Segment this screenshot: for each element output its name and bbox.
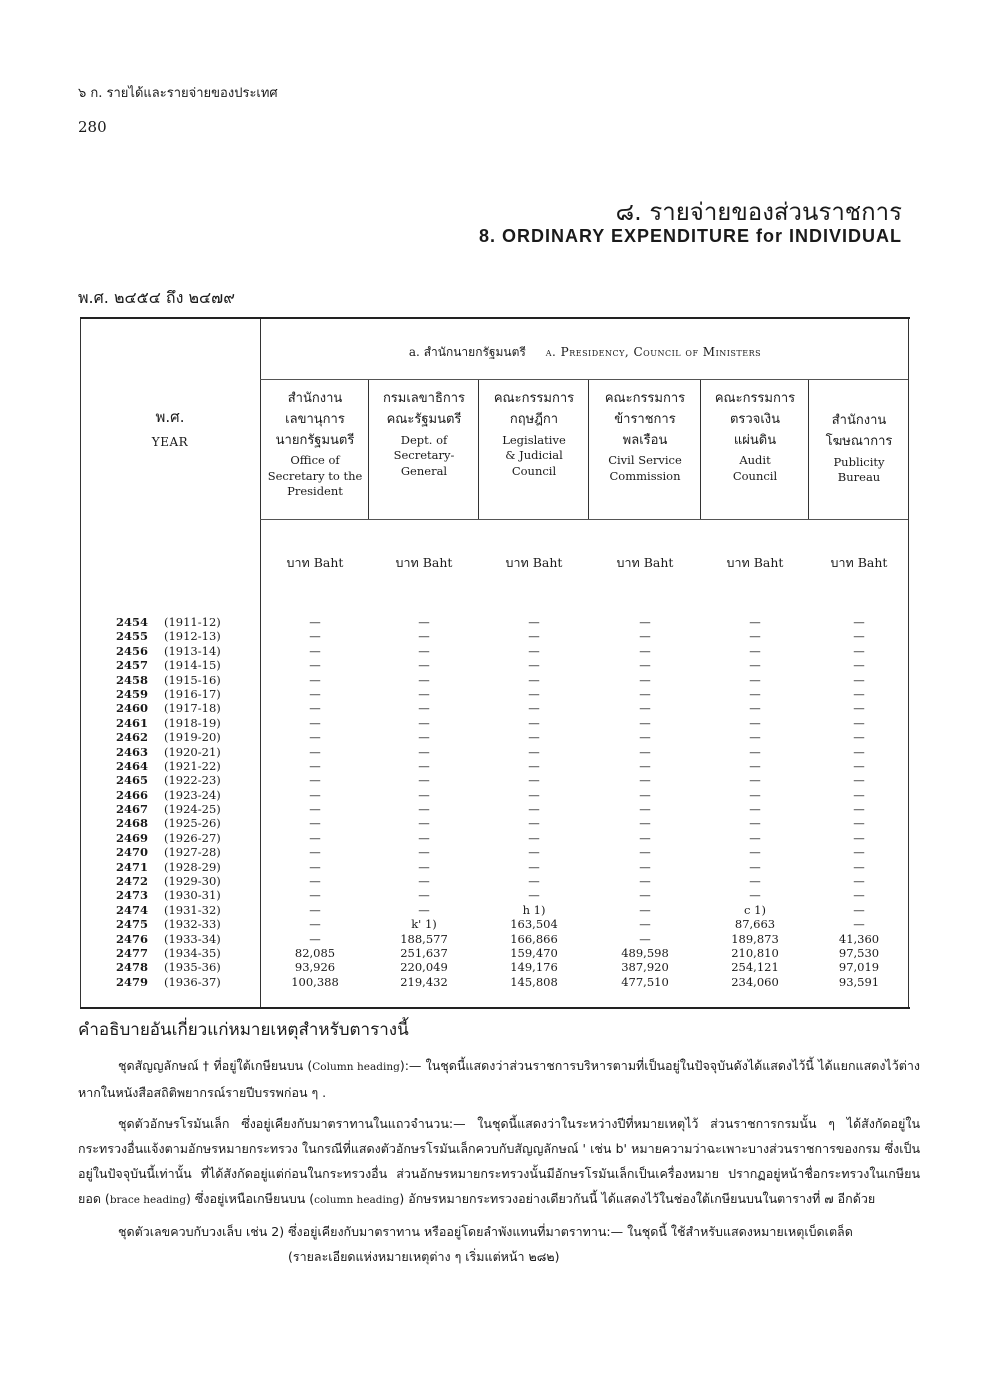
section-heading-english: a. Presidency, Council of Ministers xyxy=(545,345,762,359)
table-cell: — xyxy=(528,816,540,831)
table-cell: — xyxy=(418,816,430,831)
notes-section xyxy=(78,1016,920,1275)
column-divider xyxy=(808,379,809,519)
table-cell: — xyxy=(528,629,540,644)
table-cell: — xyxy=(749,802,761,817)
table-row xyxy=(80,701,910,715)
table-row xyxy=(80,730,910,744)
table-cell: — xyxy=(418,845,430,860)
table-row xyxy=(80,917,910,931)
table-cell: — xyxy=(749,730,761,745)
table-row xyxy=(80,788,910,802)
table-cell: — xyxy=(309,773,321,788)
table-cell: — xyxy=(528,859,540,874)
table-cell: 189,873 xyxy=(731,931,779,946)
table-cell: — xyxy=(528,845,540,860)
table-cell: — xyxy=(528,874,540,889)
year-heading-thai: พ.ศ. xyxy=(155,408,185,426)
table-cell: — xyxy=(749,874,761,889)
year-gregorian: (1926-27) xyxy=(164,830,221,845)
table-cell: c 1) xyxy=(744,902,766,917)
year-heading xyxy=(80,405,260,449)
year-gregorian: (1922-23) xyxy=(164,773,221,788)
table-cell: — xyxy=(309,758,321,773)
table-cell: — xyxy=(853,816,865,831)
column-divider xyxy=(700,379,701,519)
table-cell: — xyxy=(853,802,865,817)
table-row xyxy=(80,644,910,658)
table-cell: — xyxy=(853,643,865,658)
table-cell: — xyxy=(528,758,540,773)
table-cell: — xyxy=(639,859,651,874)
table-cell: — xyxy=(418,701,430,716)
year-gregorian: (1931-32) xyxy=(164,902,221,917)
table-cell: 97,530 xyxy=(838,945,880,960)
year-gregorian: (1923-24) xyxy=(164,787,221,802)
year-buddhist-era: 2461 xyxy=(116,715,149,730)
table-cell: — xyxy=(418,744,430,759)
table-cell: — xyxy=(853,845,865,860)
table-cell: — xyxy=(418,758,430,773)
column-heading-publicity-bureau xyxy=(810,411,908,486)
table-cell: — xyxy=(749,686,761,701)
year-buddhist-era: 2465 xyxy=(116,773,149,788)
note-term: Column heading xyxy=(312,1061,400,1073)
table-cell: 82,085 xyxy=(294,945,336,960)
year-buddhist-era: 2454 xyxy=(116,615,149,629)
unit-label: บาท Baht xyxy=(726,555,784,570)
year-buddhist-era: 2466 xyxy=(116,787,149,802)
table-cell: — xyxy=(309,701,321,716)
table-cell: — xyxy=(749,888,761,903)
table-cell: — xyxy=(639,701,651,716)
table-cell: — xyxy=(749,830,761,845)
table-cell: — xyxy=(749,615,761,629)
year-gregorian: (1919-20) xyxy=(164,730,221,745)
table-cell: — xyxy=(309,715,321,730)
year-buddhist-era: 2463 xyxy=(116,744,149,759)
table-cell: — xyxy=(639,830,651,845)
table-cell: 234,060 xyxy=(731,974,779,989)
table-cell: 166,866 xyxy=(510,931,558,946)
table-body xyxy=(80,615,910,989)
table-cell: — xyxy=(309,902,321,917)
year-buddhist-era: 2459 xyxy=(116,686,149,701)
notes-title: คำอธิบายอันเกี่ยวแก่หมายเหตุสำหรับตารางนี้ xyxy=(78,1020,409,1040)
year-gregorian: (1915-16) xyxy=(164,672,221,687)
year-gregorian: (1914-15) xyxy=(164,658,221,673)
year-gregorian: (1932-33) xyxy=(164,917,221,932)
table-cell: — xyxy=(528,773,540,788)
year-buddhist-era: 2474 xyxy=(116,902,149,917)
table-cell: — xyxy=(418,888,430,903)
table-cell: — xyxy=(528,730,540,745)
year-buddhist-era: 2464 xyxy=(116,758,149,773)
note-text: ชุดตัวเลขควบกับวงเล็บ เช่น 2) ซึ่งอยู่เคียงกับมาตราทาน หรืออยู่โดยลำพังแทนที่มาตราทาน:— ในชุดนี้ ใช้สำหรับแสดงหมายเหตุเบ็ดเตล็ด xyxy=(118,1224,853,1239)
table-cell: — xyxy=(749,672,761,687)
table-cell: — xyxy=(749,701,761,716)
table-cell: 93,591 xyxy=(838,974,880,989)
year-gregorian: (1916-17) xyxy=(164,686,221,701)
table-cell: 219,432 xyxy=(400,974,448,989)
table-cell: — xyxy=(418,874,430,889)
column-heading-thai: สำนักงาน โฆษณาการ xyxy=(825,413,893,449)
table-row xyxy=(80,802,910,816)
table-cell: — xyxy=(853,615,865,629)
section-heading-thai: a. สำนักนายกรัฐมนตรี xyxy=(408,345,526,359)
table-cell: 251,637 xyxy=(400,945,448,960)
table-cell: — xyxy=(749,758,761,773)
table-row xyxy=(80,874,910,888)
table-cell: — xyxy=(528,744,540,759)
table-cell: — xyxy=(853,902,865,917)
table-row xyxy=(80,831,910,845)
year-buddhist-era: 2476 xyxy=(116,931,149,946)
column-heading-english: Publicity Bureau xyxy=(833,454,885,485)
table-cell: — xyxy=(749,629,761,644)
table-cell: — xyxy=(853,730,865,745)
year-gregorian: (1917-18) xyxy=(164,701,221,716)
table-row xyxy=(80,658,910,672)
table-cell: — xyxy=(309,615,321,629)
year-buddhist-era: 2472 xyxy=(116,874,149,889)
note-paragraph xyxy=(78,1053,920,1105)
table-cell: — xyxy=(749,859,761,874)
table-row xyxy=(80,860,910,874)
table-cell: — xyxy=(528,643,540,658)
column-divider xyxy=(478,379,479,519)
year-gregorian: (1911-12) xyxy=(164,615,221,629)
table-cell: — xyxy=(309,874,321,889)
table-cell: — xyxy=(639,773,651,788)
table-row xyxy=(80,932,910,946)
table-cell: — xyxy=(749,816,761,831)
table-cell: — xyxy=(309,744,321,759)
table-cell: — xyxy=(639,643,651,658)
table-cell: — xyxy=(639,917,651,932)
table-cell: — xyxy=(853,715,865,730)
column-heading-thai: คณะกรรมการ ข้าราชการ พลเรือน xyxy=(604,391,686,448)
table-cell: — xyxy=(528,802,540,817)
year-buddhist-era: 2470 xyxy=(116,845,149,860)
year-gregorian: (1928-29) xyxy=(164,859,221,874)
note-paragraph xyxy=(78,1111,920,1213)
table-row xyxy=(80,629,910,643)
year-gregorian: (1930-31) xyxy=(164,888,221,903)
year-buddhist-era: 2473 xyxy=(116,888,149,903)
expenditure-table xyxy=(80,317,910,1009)
unit-label: บาท Baht xyxy=(616,555,674,570)
year-gregorian: (1927-28) xyxy=(164,845,221,860)
table-cell: 97,019 xyxy=(838,960,880,975)
table-cell: — xyxy=(853,629,865,644)
table-cell: — xyxy=(749,658,761,673)
year-heading-english: YEAR xyxy=(151,435,189,449)
year-buddhist-era: 2475 xyxy=(116,917,149,932)
year-gregorian: (1935-36) xyxy=(164,960,221,975)
section-heading xyxy=(260,343,910,362)
year-buddhist-era: 2467 xyxy=(116,802,149,817)
column-heading-thai: กรมเลขาธิการ คณะรัฐมนตรี xyxy=(382,391,466,427)
table-cell: — xyxy=(639,845,651,860)
note-text: ) อักษรหมายกระทรวงอย่างเดียวกันนี้ ได้แสดงไว้ในช่องใต้เกษียนบนในตารางที่ ๗ อีกด้วย xyxy=(399,1191,876,1206)
table-cell: 100,388 xyxy=(291,974,339,989)
column-heading-legislative-council xyxy=(480,389,588,479)
table-cell: — xyxy=(853,672,865,687)
page-number: 280 xyxy=(78,118,107,136)
table-cell: — xyxy=(853,874,865,889)
table-cell: — xyxy=(528,615,540,629)
table-cell: — xyxy=(853,686,865,701)
year-gregorian: (1913-14) xyxy=(164,643,221,658)
table-cell: — xyxy=(639,686,651,701)
column-heading-rule xyxy=(260,519,908,520)
table-cell: — xyxy=(853,744,865,759)
table-cell: — xyxy=(309,787,321,802)
table-cell: — xyxy=(639,615,651,629)
table-cell: — xyxy=(309,859,321,874)
year-buddhist-era: 2458 xyxy=(116,672,149,687)
note-term: brace heading xyxy=(109,1194,187,1206)
table-cell: 41,360 xyxy=(838,931,880,946)
table-cell: — xyxy=(639,902,651,917)
table-cell: h 1) xyxy=(522,902,546,917)
table-cell: 387,920 xyxy=(621,960,669,975)
table-cell: — xyxy=(853,787,865,802)
table-cell: — xyxy=(749,643,761,658)
table-cell: — xyxy=(418,615,430,629)
table-cell: — xyxy=(853,830,865,845)
table-cell: — xyxy=(639,874,651,889)
table-cell: — xyxy=(853,773,865,788)
table-cell: 87,663 xyxy=(734,917,776,932)
table-cell: 477,510 xyxy=(621,974,669,989)
table-cell: 145,808 xyxy=(510,974,558,989)
table-cell: — xyxy=(418,787,430,802)
year-buddhist-era: 2478 xyxy=(116,960,149,975)
table-row xyxy=(80,960,910,974)
column-divider xyxy=(368,379,369,519)
table-cell: — xyxy=(853,917,865,932)
year-gregorian: (1918-19) xyxy=(164,715,221,730)
table-cell: — xyxy=(853,701,865,716)
year-buddhist-era: 2460 xyxy=(116,701,149,716)
table-cell: — xyxy=(639,802,651,817)
table-cell: — xyxy=(309,845,321,860)
table-cell: — xyxy=(853,758,865,773)
table-cell: — xyxy=(528,715,540,730)
note-term: column heading xyxy=(314,1194,400,1206)
table-cell: 254,121 xyxy=(731,960,779,975)
note-text: ชุดสัญญลักษณ์ † ที่อยู่ใต้เกษียนบน ( xyxy=(118,1058,313,1073)
table-cell: — xyxy=(853,859,865,874)
column-heading-secretary-general xyxy=(370,389,478,479)
table-row xyxy=(80,716,910,730)
year-buddhist-era: 2479 xyxy=(116,974,149,989)
table-cell: — xyxy=(528,686,540,701)
unit-label: บาท Baht xyxy=(505,555,563,570)
table-cell: — xyxy=(418,730,430,745)
table-cell: — xyxy=(528,672,540,687)
year-gregorian: (1934-35) xyxy=(164,945,221,960)
table-cell: — xyxy=(639,787,651,802)
table-cell: 93,926 xyxy=(294,960,336,975)
table-cell: — xyxy=(418,859,430,874)
note-reference: (รายละเอียดแห่งหมายเหตุต่าง ๆ เริ่มแต่หน้า ๒๘๒) xyxy=(288,1249,560,1264)
table-cell: 149,176 xyxy=(510,960,558,975)
table-cell: — xyxy=(528,787,540,802)
table-cell: — xyxy=(418,715,430,730)
column-heading-audit-council xyxy=(702,389,808,484)
note-paragraph xyxy=(78,1219,920,1269)
table-cell: — xyxy=(749,715,761,730)
table-cell: — xyxy=(639,629,651,644)
column-heading-thai: สำนักงาน เลขานุการ นายกรัฐมนตรี xyxy=(275,391,355,448)
table-cell: — xyxy=(309,629,321,644)
table-cell: — xyxy=(418,629,430,644)
table-cell: — xyxy=(309,931,321,946)
title-thai: ๘. รายจ่ายของส่วนราชการ xyxy=(615,198,902,226)
table-cell: k' 1) xyxy=(411,917,437,932)
table-cell: — xyxy=(309,730,321,745)
table-cell: — xyxy=(418,830,430,845)
table-row xyxy=(80,975,910,989)
table-cell: — xyxy=(639,816,651,831)
table-row xyxy=(80,773,910,787)
table-row xyxy=(80,615,910,629)
column-heading-thai: คณะกรรมการ ตรวจเงิน แผ่นดิน xyxy=(714,391,796,448)
table-cell: — xyxy=(309,643,321,658)
table-cell: — xyxy=(309,888,321,903)
column-heading-office-secretary xyxy=(262,389,368,500)
year-buddhist-era: 2471 xyxy=(116,859,149,874)
table-cell: — xyxy=(309,658,321,673)
table-cell: — xyxy=(749,845,761,860)
table-row xyxy=(80,845,910,859)
table-cell: — xyxy=(853,658,865,673)
column-heading-english: Dept. of Secretary- General xyxy=(393,432,455,478)
table-cell: — xyxy=(309,816,321,831)
year-buddhist-era: 2469 xyxy=(116,830,149,845)
table-cell: — xyxy=(528,701,540,716)
table-cell: 188,577 xyxy=(400,931,448,946)
table-cell: — xyxy=(528,830,540,845)
table-cell: — xyxy=(418,802,430,817)
table-cell: — xyxy=(309,672,321,687)
table-cell: 210,810 xyxy=(731,945,779,960)
table-row xyxy=(80,888,910,902)
year-gregorian: (1925-26) xyxy=(164,816,221,831)
table-cell: — xyxy=(418,902,430,917)
column-heading-english: Civil Service Commission xyxy=(608,453,682,483)
year-buddhist-era: 2455 xyxy=(116,629,149,644)
table-cell: — xyxy=(639,888,651,903)
note-text: ):— ในชุดนี้แสดงว่าส่วนราชการบริหารตามที่เป็นอยู่ในปัจจุบันดังได้แสดงไว้นี้ ได้แยกแสดงไว้ต่างหากในหนังสือสถิติพยากรณ์รายปีบรรพก่อน ๆ . xyxy=(78,1058,920,1100)
table-cell: — xyxy=(309,830,321,845)
table-row xyxy=(80,687,910,701)
table-cell: — xyxy=(418,643,430,658)
table-row xyxy=(80,903,910,917)
year-gregorian: (1929-30) xyxy=(164,874,221,889)
period-label: พ.ศ. ๒๔๕๔ ถึง ๒๔๗๙ xyxy=(78,288,235,307)
note-text: ) ซึ่งอยู่เหนือเกษียนบน ( xyxy=(186,1191,315,1206)
table-cell: — xyxy=(639,931,651,946)
table-row xyxy=(80,745,910,759)
table-cell: 489,598 xyxy=(621,945,669,960)
column-divider xyxy=(588,379,589,519)
column-heading-english: Audit Council xyxy=(732,453,778,483)
running-header: ๖ ก. รายได้และรายจ่ายของประเทศ xyxy=(78,86,278,101)
table-cell: — xyxy=(639,758,651,773)
unit-label: บาท Baht xyxy=(830,555,888,570)
unit-label: บาท Baht xyxy=(395,555,453,570)
title-english: 8. ORDINARY EXPENDITURE for INDIVIDUAL xyxy=(478,226,902,246)
table-cell: — xyxy=(309,917,321,932)
year-gregorian: (1912-13) xyxy=(164,629,221,644)
year-gregorian: (1924-25) xyxy=(164,802,221,817)
table-cell: — xyxy=(639,730,651,745)
table-cell: — xyxy=(639,658,651,673)
year-buddhist-era: 2468 xyxy=(116,816,149,831)
table-row xyxy=(80,673,910,687)
table-cell: — xyxy=(639,744,651,759)
table-cell: — xyxy=(749,787,761,802)
table-cell: — xyxy=(418,658,430,673)
table-row xyxy=(80,946,910,960)
year-buddhist-era: 2462 xyxy=(116,730,149,745)
column-heading-civil-service xyxy=(590,389,700,484)
table-cell: — xyxy=(528,658,540,673)
table-cell: 159,470 xyxy=(510,945,558,960)
column-heading-thai: คณะกรรมการ กฤษฎีกา xyxy=(493,391,575,427)
table-cell: — xyxy=(418,773,430,788)
year-buddhist-era: 2457 xyxy=(116,658,149,673)
column-heading-english: Legislative & Judicial Council xyxy=(502,432,566,478)
year-buddhist-era: 2477 xyxy=(116,945,149,960)
year-gregorian: (1936-37) xyxy=(164,974,221,989)
table-cell: — xyxy=(309,686,321,701)
note-text: ชุดตัวอักษรโรมันเล็ก ซึ่งอยู่เคียงกับมาตราทานในแถวจำนวน:— ในชุดนี้แสดงว่าในระหว่างปีที่หมายเหตุไว้ ส่วนราชการกรมนั้น ๆ ได้สังกัดอยู่ในกระทรวงอื่นแจ้งตามอักษรหมายกระทรวง ในกรณีที่แสดงตัวอักษรโรมันเล็กควบกับสัญญลักษณ์ ' เช่น b' หมายความว่าฉะเพาะบางส่วนราชการของกรม ซึ่งเป็นอยู่ในปัจจุบันนี้เท่านั้น ที่ได้สังกัดอยู่แต่ก่อนในกระทรวงอื่น ส่วนอักษรหมายกระทรวงนั้นมีอักษรโรมันเล็กเป็นเครื่องหมาย ปรากฏอยู่หน้าชื่อกระทรวงในเกษียนยอด ( xyxy=(78,1116,920,1206)
year-gregorian: (1921-22) xyxy=(164,758,221,773)
table-row xyxy=(80,759,910,773)
table-cell: — xyxy=(853,888,865,903)
year-gregorian: (1920-21) xyxy=(164,744,221,759)
table-cell: 163,504 xyxy=(510,917,558,932)
table-row xyxy=(80,816,910,830)
table-cell: — xyxy=(418,672,430,687)
column-heading-english: Office of Secretary to the President xyxy=(267,453,363,499)
table-cell: — xyxy=(749,744,761,759)
year-buddhist-era: 2456 xyxy=(116,643,149,658)
table-cell: 220,049 xyxy=(400,960,448,975)
section-rule xyxy=(260,379,908,380)
year-gregorian: (1933-34) xyxy=(164,931,221,946)
table-cell: — xyxy=(639,672,651,687)
table-cell: — xyxy=(528,888,540,903)
unit-label: บาท Baht xyxy=(286,555,344,570)
table-cell: — xyxy=(639,715,651,730)
table-cell: — xyxy=(418,686,430,701)
table-cell: — xyxy=(749,773,761,788)
table-cell: — xyxy=(309,802,321,817)
